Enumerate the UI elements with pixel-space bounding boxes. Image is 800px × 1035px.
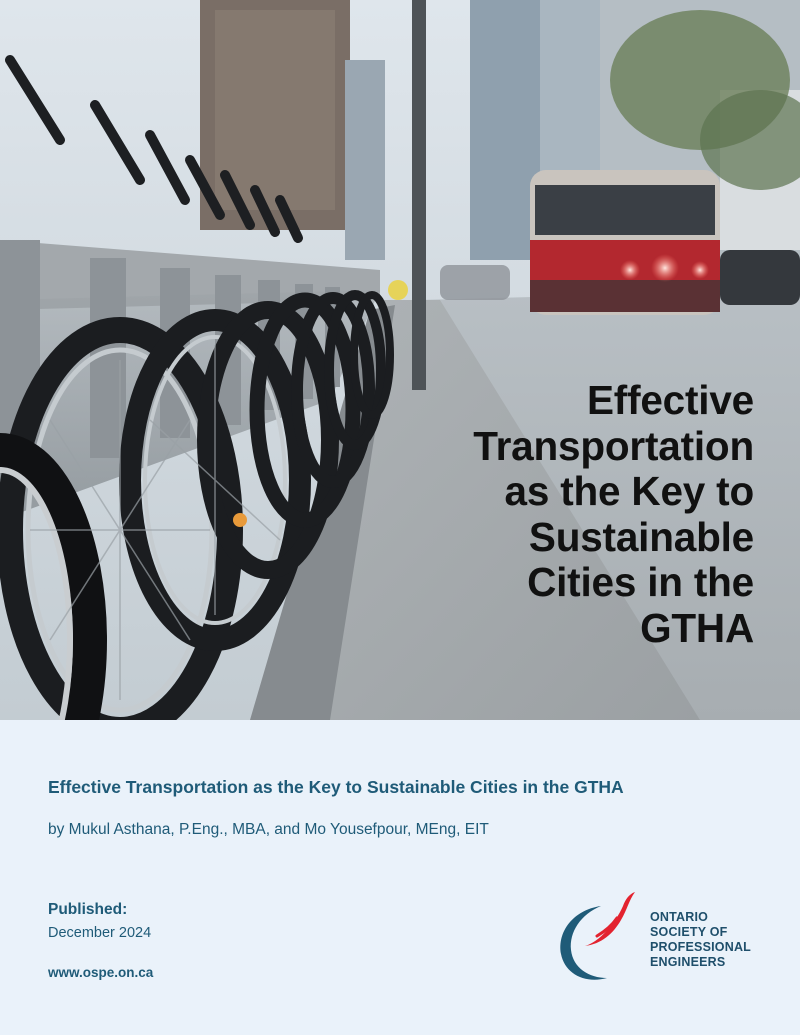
cover-title-line: Sustainable (528, 513, 754, 560)
cover-title (334, 378, 754, 651)
published-date: December 2024 (48, 925, 152, 941)
info-panel (0, 720, 800, 1035)
cover-title-line: Transportation (473, 422, 754, 469)
logo-line: ENGINEERS (650, 955, 726, 969)
logo-line: PROFESSIONAL (650, 940, 752, 954)
logo-line: ONTARIO (650, 910, 709, 924)
document-title: Effective Transportation as the Key to Sustainable Cities in the GTHA (48, 777, 624, 797)
cover-title-line: Cities in the (527, 559, 754, 605)
ospe-logo-mark-icon (555, 884, 645, 984)
author-byline: by Mukul Asthana, P.Eng., MBA, and Mo Yousefpour, MEng, EIT (48, 821, 489, 838)
website-link[interactable]: www.ospe.on.ca (48, 965, 154, 980)
cover-title-line: as the Key to (504, 468, 754, 514)
cover-title-line: GTHA (640, 604, 754, 651)
cover-title-line: Effective (586, 377, 754, 423)
ospe-logo-text (650, 910, 751, 970)
logo-line: SOCIETY OF (650, 925, 728, 939)
ospe-logo (555, 884, 765, 984)
published-label: Published: (48, 901, 128, 918)
